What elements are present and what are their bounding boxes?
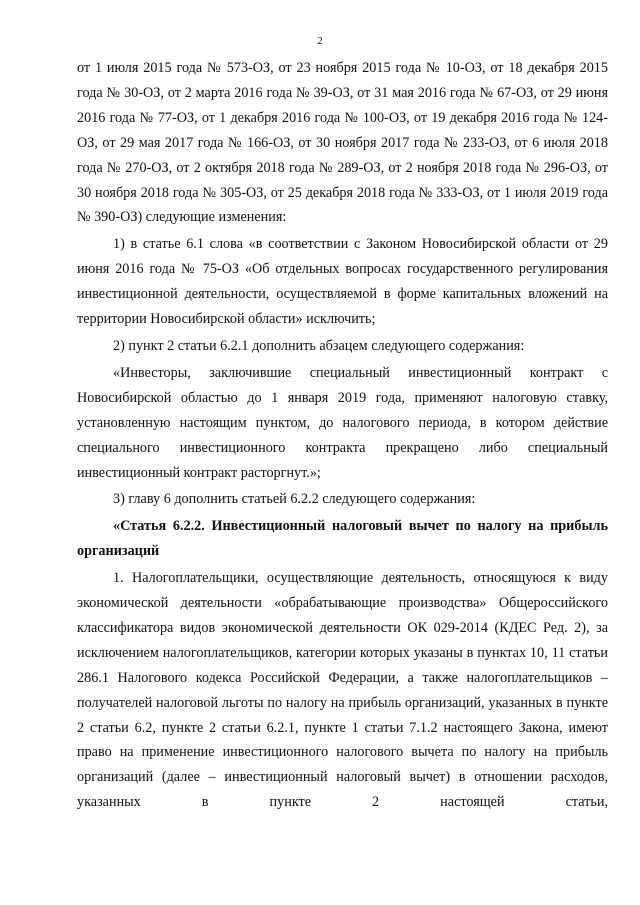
intro-paragraph: от 1 июля 2015 года № 573-ОЗ, от 23 ноября 2015 года № 10-ОЗ, от 18 декабря 2015 года № 30-ОЗ, от 2 марта 2016 года № 39-ОЗ, от 31 мая 2016 года № 67-ОЗ, от 29 июня 2016 года № 77-ОЗ, от 1 декабря 2016 года № 100-ОЗ, от 19 декабря 2016 года № 124-ОЗ, от 29 мая 2017 года № 166-ОЗ, от 30 ноября 2017 года № 233-ОЗ, от 6 июля 2018 года № 270-ОЗ, от 2 октября 2018 года № 289-ОЗ, от 2 ноября 2018 года № 296-ОЗ, от 30 ноября 2018 года № 305-ОЗ, от 25 декабря 2018 года № 333-ОЗ, от 1 июля 2019 года № 390-ОЗ) следующие изменения: bbox=[77, 60, 608, 226]
item-1-paragraph: 1) в статье 6.1 слова «в соответствии с Законом Новосибирской области от 29 июня 2016 года № 75-ОЗ «Об отдельных вопросах государственного регулирования инвестиционной деятельности, осуществляемой в форме капитальных вложений на территории Новосибирской области» исключить; bbox=[77, 236, 608, 328]
clause-1-paragraph: 1. Налогоплательщики, осуществляющие деятельность, относящуюся к виду экономической деятельности «обрабатывающие производства» Общероссийского классификатора видов экономической деятельности ОК 029-2014 (КДЕС Ред. 2), за исключением налогоплательщиков, категории которых указаны в пунктах 10, 11 статьи 286.1 Налогового кодекса Российской Федерации, а также налогоплательщиков – получателей налоговой льготы по налогу на прибыль организаций, указанных в пункте 2 статьи 6.2, пункте 2 статьи 6.2.1, пункте 1 статьи 7.1.2 настоящего Закона, имеют право на применение инвестиционного налогового вычета по налогу на прибыль организаций (далее – инвестиционный налоговый вычет) в отношении расходов, указанных в пункте 2 настоящей статьи, bbox=[77, 570, 608, 811]
page-number: 2 bbox=[317, 35, 323, 47]
item-2-quote-paragraph: «Инвесторы, заключившие специальный инвестиционный контракт с Новосибирской областью до 1 января 2019 года, применяют налоговую ставку, установленную настоящим пунктом, до налогового периода, в котором действие специального инвестиционного контракта прекращено либо специальный инвестиционный контракт расторгнут.»; bbox=[77, 364, 608, 481]
article-title: «Статья 6.2.2. Инвестиционный налоговый вычет по налогу на прибыль организаций bbox=[77, 518, 608, 560]
document-body bbox=[77, 56, 608, 815]
item-3-paragraph: 3) главу 6 дополнить статьей 6.2.2 следующего содержания: bbox=[113, 491, 476, 508]
item-2-paragraph: 2) пункт 2 статьи 6.2.1 дополнить абзацем следующего содержания: bbox=[113, 337, 525, 354]
